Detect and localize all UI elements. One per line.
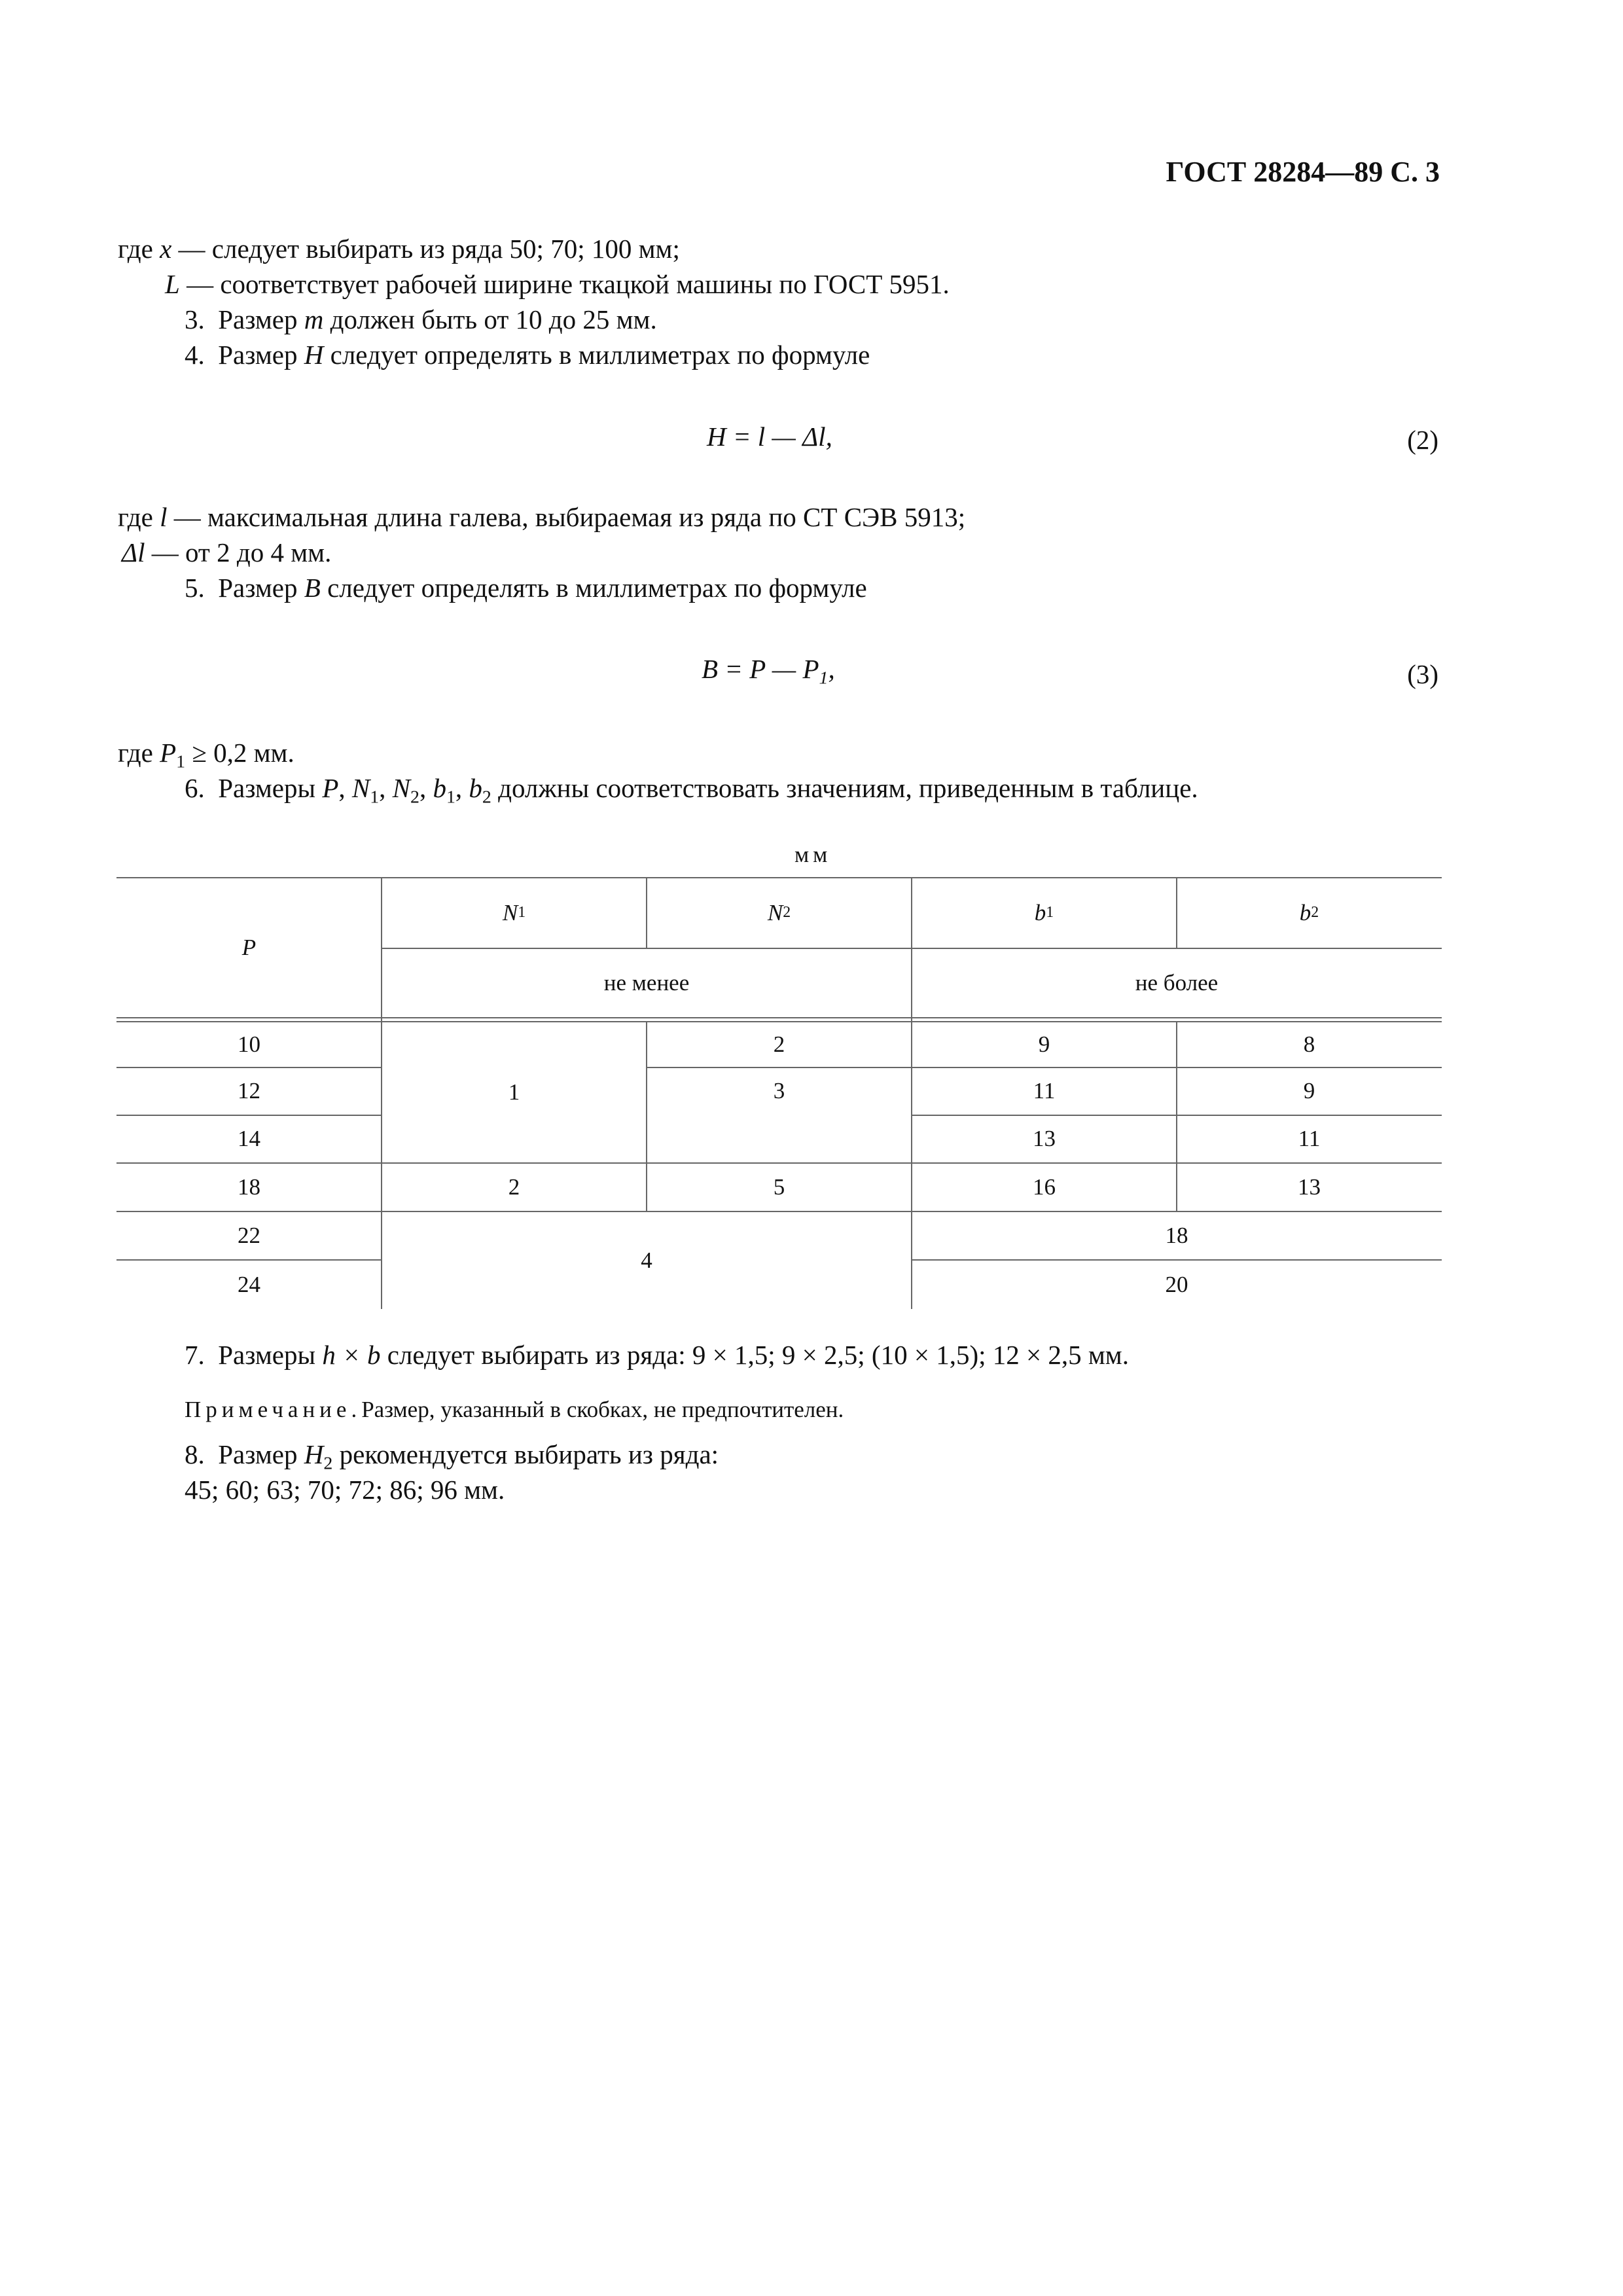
header-P: P (241, 934, 257, 960)
dimensions-table (116, 877, 1442, 1309)
text-line-delta-l: Δl — от 2 до 4 мм. (122, 537, 332, 567)
cell-N2-rows-12-14: 3 (773, 1078, 785, 1103)
text-line-P1: где $P_1 \ge 0,2$ мм. (118, 738, 294, 772)
cell-b-row-22: 18 (1165, 1222, 1188, 1248)
item-5: 5. Размер B следует определять в миллиметрах по формуле (185, 573, 867, 603)
cell-P-10: 10 (238, 1031, 260, 1057)
item-4: 4. Размер H следует определять в миллиметрах по формуле (185, 340, 870, 370)
text-line-l: где l — максимальная длина галева, выбираемая из ряда по СТ СЭВ 5913; (118, 502, 966, 532)
header-group-min: не менее (603, 969, 690, 996)
formula-2: H = l — Δl, (707, 422, 832, 452)
cell-b-row-24: 20 (1165, 1271, 1188, 1297)
cell-b2-row-12: 9 (1303, 1078, 1315, 1103)
item-6: 6. Размеры P, $N_1$, $N_2$, $b_1$, $b_2$ должны соответствовать значениям, приведенным в таблице. (185, 773, 1198, 808)
text-line-L: L — соответствует рабочей ширине ткацкой машины по ГОСТ 5951. (165, 269, 950, 299)
formula-2-number: (2) (1407, 425, 1438, 455)
cell-b2-row-10: 8 (1303, 1031, 1315, 1057)
cell-b1-row-12: 11 (1033, 1078, 1056, 1103)
note: Примечание.Размер, указанный в скобках, не предпочтителен. (185, 1397, 844, 1422)
item-7: 7. Размеры h × b следует выбирать из ряда: 9 × 1,5; 9 × 2,5; (10 × 1,5); 12 × 2,5 мм. (185, 1340, 1129, 1370)
text-line-x: где x — следует выбирать из ряда 50; 70; 100 мм; (118, 234, 680, 264)
formula-3: B = P — $P_1$, (702, 654, 835, 689)
header-group-max: не более (1135, 969, 1219, 996)
cell-b1-row-10: 9 (1038, 1031, 1050, 1057)
units-label: мм (794, 842, 832, 867)
cell-N1-row-18: 2 (508, 1174, 520, 1200)
cell-N2-row-10: 2 (773, 1031, 785, 1057)
header-N1: N 1 (502, 899, 526, 925)
formula-3-number: (3) (1407, 659, 1438, 689)
cell-P-22: 22 (238, 1222, 260, 1248)
cell-P-24: 24 (238, 1271, 260, 1297)
item-3: 3. Размер m должен быть от 10 до 25 мм. (185, 304, 657, 334)
cell-P-18: 18 (238, 1174, 260, 1200)
item-8-values: 45; 60; 63; 70; 72; 86; 96 мм. (185, 1475, 505, 1505)
cell-b2-row-18: 13 (1298, 1174, 1321, 1200)
header-b1: b 1 (1034, 899, 1054, 925)
cell-b1-row-18: 16 (1033, 1174, 1056, 1200)
cell-N1-rows-10-14: 1 (508, 1079, 520, 1105)
header-b2: b 2 (1299, 899, 1319, 925)
cell-P-14: 14 (238, 1126, 260, 1151)
header-N2: N 2 (767, 899, 791, 925)
cell-N2-row-18: 5 (773, 1174, 785, 1200)
cell-P-12: 12 (238, 1078, 260, 1103)
cell-b2-row-14: 11 (1298, 1126, 1321, 1151)
item-8: 8. Размер $H_2$ рекомендуется выбирать из ряда: (185, 1439, 719, 1474)
document-header: ГОСТ 28284—89 С. 3 (1166, 156, 1440, 188)
cell-N-rows-22-24: 4 (641, 1247, 652, 1273)
cell-b1-row-14: 13 (1033, 1126, 1056, 1151)
